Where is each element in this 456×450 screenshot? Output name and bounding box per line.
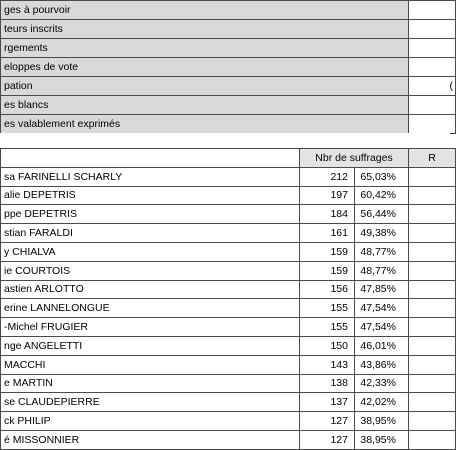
summary-label: rgements	[1, 39, 409, 58]
summary-row	[1, 115, 456, 134]
candidate-next-cell	[409, 299, 456, 318]
results-body	[1, 149, 456, 450]
candidate-row	[1, 336, 456, 355]
summary-row	[1, 1, 456, 20]
summary-label: teurs inscrits	[1, 20, 409, 39]
summary-row	[1, 96, 456, 115]
candidate-next-cell	[409, 430, 456, 449]
candidate-votes: 184	[300, 205, 355, 224]
candidate-votes: 159	[300, 242, 355, 261]
candidate-row	[1, 167, 456, 186]
summary-value	[409, 39, 456, 58]
candidate-votes: 150	[300, 336, 355, 355]
candidate-row	[1, 280, 456, 299]
summary-label: eloppes de vote	[1, 58, 409, 77]
candidate-votes: 161	[300, 224, 355, 243]
candidate-next-cell	[409, 355, 456, 374]
candidate-row	[1, 412, 456, 431]
candidate-row	[1, 186, 456, 205]
candidate-next-cell	[409, 224, 456, 243]
candidate-row	[1, 374, 456, 393]
candidate-name: e MARTIN	[1, 374, 300, 393]
candidate-votes: 138	[300, 374, 355, 393]
candidate-next-cell	[409, 393, 456, 412]
election-summary-table	[0, 0, 456, 134]
summary-row	[1, 58, 456, 77]
candidate-name: sa FARINELLI SCHARLY	[1, 167, 300, 186]
candidate-name: alie DEPETRIS	[1, 186, 300, 205]
candidate-name: stian FARALDI	[1, 224, 300, 243]
candidate-name: -Michel FRUGIER	[1, 318, 300, 337]
candidate-percentage: 60,42%	[355, 186, 409, 205]
candidate-percentage: 47,54%	[355, 318, 409, 337]
candidate-name: ck PHILIP	[1, 412, 300, 431]
candidate-percentage: 38,95%	[355, 430, 409, 449]
summary-row	[1, 20, 456, 39]
candidate-row	[1, 299, 456, 318]
table-gap	[0, 133, 450, 148]
summary-label: ges à pourvoir	[1, 1, 409, 20]
candidate-row	[1, 242, 456, 261]
candidate-percentage: 46,01%	[355, 336, 409, 355]
candidate-row	[1, 355, 456, 374]
summary-label: es valablement exprimés	[1, 115, 409, 134]
candidate-name: astien ARLOTTO	[1, 280, 300, 299]
candidate-next-cell	[409, 318, 456, 337]
candidate-next-cell	[409, 412, 456, 431]
header-name-cell	[1, 149, 300, 168]
candidate-votes: 127	[300, 430, 355, 449]
candidate-votes: 212	[300, 167, 355, 186]
candidate-next-cell	[409, 205, 456, 224]
candidate-name: erine LANNELONGUE	[1, 299, 300, 318]
candidate-name: é MISSONNIER	[1, 430, 300, 449]
candidate-percentage: 43,86%	[355, 355, 409, 374]
candidate-percentage: 47,85%	[355, 280, 409, 299]
summary-value	[409, 20, 456, 39]
summary-row	[1, 39, 456, 58]
candidate-percentage: 42,33%	[355, 374, 409, 393]
candidate-name: ie COURTOIS	[1, 261, 300, 280]
candidate-row	[1, 393, 456, 412]
candidate-next-cell	[409, 167, 456, 186]
candidate-percentage: 48,77%	[355, 261, 409, 280]
candidate-votes: 159	[300, 261, 355, 280]
candidate-percentage: 48,77%	[355, 242, 409, 261]
candidate-percentage: 56,44%	[355, 205, 409, 224]
summary-value	[409, 115, 456, 134]
summary-label: es blancs	[1, 96, 409, 115]
candidate-row	[1, 430, 456, 449]
candidate-row	[1, 261, 456, 280]
candidate-votes: 137	[300, 393, 355, 412]
header-votes: Nbr de suffrages	[300, 149, 409, 168]
summary-value	[409, 96, 456, 115]
candidate-row	[1, 318, 456, 337]
candidate-name: nge ANGELETTI	[1, 336, 300, 355]
candidate-votes: 156	[300, 280, 355, 299]
candidate-name: MACCHI	[1, 355, 300, 374]
candidate-name: se CLAUDEPIERRE	[1, 393, 300, 412]
candidate-next-cell	[409, 280, 456, 299]
candidate-next-cell	[409, 374, 456, 393]
candidate-votes: 155	[300, 318, 355, 337]
candidate-row	[1, 224, 456, 243]
candidate-votes: 197	[300, 186, 355, 205]
candidate-name: ppe DEPETRIS	[1, 205, 300, 224]
candidate-votes: 155	[300, 299, 355, 318]
candidate-name: y CHIALVA	[1, 242, 300, 261]
candidate-next-cell	[409, 261, 456, 280]
results-header-row	[1, 149, 456, 168]
candidate-votes: 143	[300, 355, 355, 374]
summary-value	[409, 58, 456, 77]
candidate-next-cell	[409, 242, 456, 261]
summary-body	[1, 1, 456, 134]
candidate-next-cell	[409, 186, 456, 205]
header-next-column: R	[409, 149, 456, 168]
candidate-percentage: 49,38%	[355, 224, 409, 243]
candidate-percentage: 65,03%	[355, 167, 409, 186]
summary-label: pation	[1, 77, 409, 96]
candidate-percentage: 42,02%	[355, 393, 409, 412]
candidate-next-cell	[409, 336, 456, 355]
candidate-percentage: 47,54%	[355, 299, 409, 318]
summary-value: (	[409, 77, 456, 96]
candidate-votes: 127	[300, 412, 355, 431]
summary-value	[409, 1, 456, 20]
candidate-row	[1, 205, 456, 224]
candidate-percentage: 38,95%	[355, 412, 409, 431]
summary-row	[1, 77, 456, 96]
candidate-results-table	[0, 148, 456, 450]
